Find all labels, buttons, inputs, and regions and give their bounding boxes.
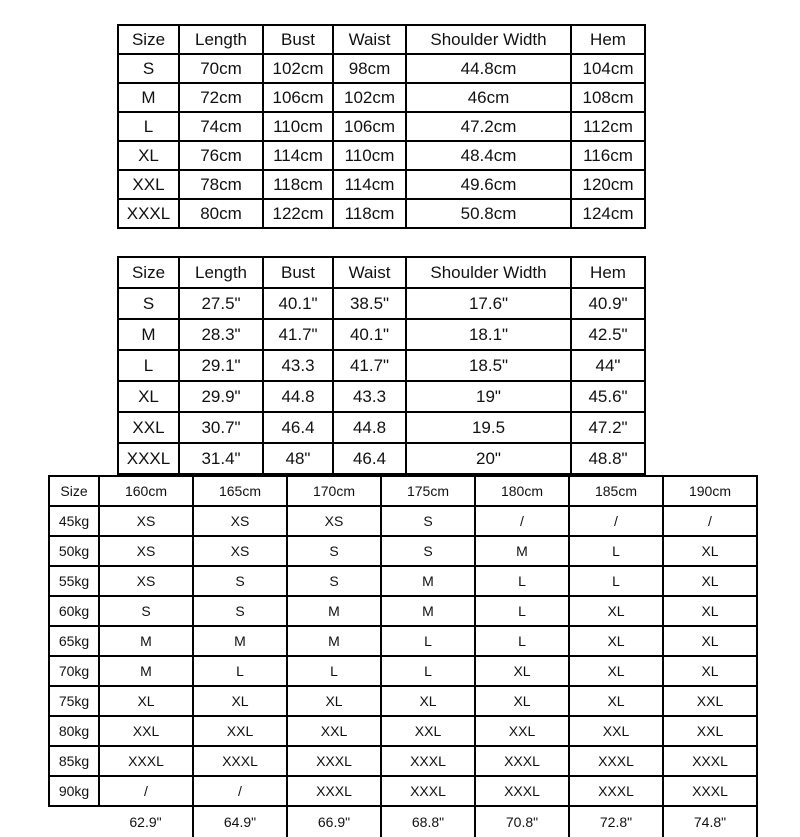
- table-cell: XL: [287, 686, 381, 716]
- header-cell: 185cm: [569, 476, 663, 506]
- footer-cell: 62.9": [99, 806, 193, 837]
- table-cell: XXL: [663, 716, 757, 746]
- table-cell: XXL: [118, 170, 179, 199]
- table-cell: XXXL: [475, 746, 569, 776]
- table-cell: L: [475, 596, 569, 626]
- table-cell: L: [381, 656, 475, 686]
- table-cell: 120cm: [571, 170, 645, 199]
- table-cell: XXXL: [569, 746, 663, 776]
- size-chart-cm-table: [117, 24, 646, 229]
- table-cell: S: [193, 566, 287, 596]
- header-cell: Size: [49, 476, 99, 506]
- table-cell: M: [99, 626, 193, 656]
- table-cell: XL: [663, 596, 757, 626]
- table-row: [49, 596, 757, 626]
- table-cell: L: [118, 350, 179, 381]
- table-cell: XXL: [381, 716, 475, 746]
- table-cell: 106cm: [333, 112, 406, 141]
- table-cell: 90kg: [49, 776, 99, 806]
- table-cell: XS: [193, 506, 287, 536]
- table-cell: 40.1": [333, 319, 406, 350]
- table-cell: 27.5": [179, 288, 263, 319]
- table-cell: XXXL: [99, 746, 193, 776]
- table-cell: L: [193, 656, 287, 686]
- table-cell: 29.1": [179, 350, 263, 381]
- header-cell: 180cm: [475, 476, 569, 506]
- table-cell: 45.6": [571, 381, 645, 412]
- table-cell: 44.8: [263, 381, 333, 412]
- table-cell: XXXL: [118, 443, 179, 474]
- table-cell: S: [118, 54, 179, 83]
- table-cell: XS: [99, 566, 193, 596]
- footer-empty-cell: [49, 806, 99, 837]
- table-cell: M: [287, 596, 381, 626]
- table-cell: XXL: [193, 716, 287, 746]
- table-cell: XXXL: [118, 199, 179, 228]
- table-cell: XXXL: [475, 776, 569, 806]
- table-cell: 74cm: [179, 112, 263, 141]
- table-cell: 44": [571, 350, 645, 381]
- table-cell: M: [381, 566, 475, 596]
- table-cell: 28.3": [179, 319, 263, 350]
- table-cell: 70kg: [49, 656, 99, 686]
- table-cell: 75kg: [49, 686, 99, 716]
- header-cell: Shoulder Width: [406, 25, 571, 54]
- table-cell: 18.5": [406, 350, 571, 381]
- table-cell: M: [193, 626, 287, 656]
- table-cell: S: [287, 536, 381, 566]
- table-row: [49, 536, 757, 566]
- table-cell: 65kg: [49, 626, 99, 656]
- header-cell: Size: [118, 25, 179, 54]
- table-cell: 38.5": [333, 288, 406, 319]
- table-row: [49, 746, 757, 776]
- header-cell: 190cm: [663, 476, 757, 506]
- table-cell: XL: [99, 686, 193, 716]
- table-cell: 118cm: [333, 199, 406, 228]
- header-cell: Bust: [263, 25, 333, 54]
- header-cell: Size: [118, 257, 179, 288]
- table-row: [118, 288, 645, 319]
- header-cell: 170cm: [287, 476, 381, 506]
- table-cell: L: [287, 656, 381, 686]
- table-header-row: [118, 25, 645, 54]
- table-cell: M: [475, 536, 569, 566]
- table-cell: M: [99, 656, 193, 686]
- table-cell: 48.4cm: [406, 141, 571, 170]
- table-cell: 118cm: [263, 170, 333, 199]
- table-cell: 19": [406, 381, 571, 412]
- header-cell: Shoulder Width: [406, 257, 571, 288]
- table-cell: 122cm: [263, 199, 333, 228]
- table-cell: 44.8cm: [406, 54, 571, 83]
- table-cell: XL: [663, 626, 757, 656]
- table-row: [49, 506, 757, 536]
- table-cell: XL: [663, 536, 757, 566]
- table-cell: 116cm: [571, 141, 645, 170]
- header-cell: Hem: [571, 257, 645, 288]
- table-cell: 80kg: [49, 716, 99, 746]
- table-row: [49, 626, 757, 656]
- table-cell: 78cm: [179, 170, 263, 199]
- table-row: [49, 656, 757, 686]
- table-cell: XXXL: [287, 746, 381, 776]
- header-cell: Waist: [333, 25, 406, 54]
- table-cell: L: [475, 626, 569, 656]
- table-cell: /: [475, 506, 569, 536]
- table-cell: XL: [663, 656, 757, 686]
- table-cell: XXXL: [663, 746, 757, 776]
- table-cell: 124cm: [571, 199, 645, 228]
- table-cell: XL: [663, 566, 757, 596]
- table-row: [118, 319, 645, 350]
- table-cell: XL: [569, 626, 663, 656]
- header-cell: Bust: [263, 257, 333, 288]
- table-cell: 43.3: [263, 350, 333, 381]
- height-inch-footer-row: [49, 806, 757, 837]
- table-cell: XL: [569, 686, 663, 716]
- footer-cell: 66.9": [287, 806, 381, 837]
- table-cell: S: [118, 288, 179, 319]
- table-cell: 50kg: [49, 536, 99, 566]
- table-cell: 98cm: [333, 54, 406, 83]
- table-cell: XL: [569, 596, 663, 626]
- height-weight-fit-table: [48, 475, 758, 837]
- table-cell: 114cm: [263, 141, 333, 170]
- table-cell: 30.7": [179, 412, 263, 443]
- table-row: [118, 141, 645, 170]
- table-cell: XXXL: [287, 776, 381, 806]
- table-cell: L: [569, 566, 663, 596]
- table-cell: XXL: [118, 412, 179, 443]
- table-cell: XS: [99, 506, 193, 536]
- table-cell: 46cm: [406, 83, 571, 112]
- table-cell: 60kg: [49, 596, 99, 626]
- footer-cell: 70.8": [475, 806, 569, 837]
- table-row: [118, 112, 645, 141]
- table-cell: 49.6cm: [406, 170, 571, 199]
- table-row: [49, 566, 757, 596]
- table-cell: 42.5": [571, 319, 645, 350]
- table-cell: XL: [475, 656, 569, 686]
- table-cell: XXXL: [193, 746, 287, 776]
- table-row: [118, 54, 645, 83]
- table-cell: 72cm: [179, 83, 263, 112]
- table-cell: M: [381, 596, 475, 626]
- table-cell: 112cm: [571, 112, 645, 141]
- table-cell: XXL: [475, 716, 569, 746]
- table-cell: 110cm: [263, 112, 333, 141]
- table-header-row: [118, 257, 645, 288]
- table-cell: /: [193, 776, 287, 806]
- table-cell: 44.8: [333, 412, 406, 443]
- header-cell: 175cm: [381, 476, 475, 506]
- table-cell: S: [287, 566, 381, 596]
- table-cell: 31.4": [179, 443, 263, 474]
- header-cell: Length: [179, 25, 263, 54]
- table-cell: XXL: [287, 716, 381, 746]
- table-cell: 40.1": [263, 288, 333, 319]
- footer-cell: 68.8": [381, 806, 475, 837]
- table-cell: XXXL: [663, 776, 757, 806]
- table-cell: L: [475, 566, 569, 596]
- table-cell: /: [569, 506, 663, 536]
- table-cell: 104cm: [571, 54, 645, 83]
- table-cell: XS: [287, 506, 381, 536]
- table-cell: 43.3: [333, 381, 406, 412]
- header-cell: Waist: [333, 257, 406, 288]
- table-row: [49, 686, 757, 716]
- table-cell: 46.4: [263, 412, 333, 443]
- header-cell: 160cm: [99, 476, 193, 506]
- table-cell: 50.8cm: [406, 199, 571, 228]
- table-cell: 102cm: [263, 54, 333, 83]
- table-cell: M: [118, 83, 179, 112]
- table-cell: 47.2": [571, 412, 645, 443]
- table-cell: XL: [118, 381, 179, 412]
- table-cell: M: [118, 319, 179, 350]
- table-cell: /: [99, 776, 193, 806]
- table-cell: 76cm: [179, 141, 263, 170]
- table-cell: 48": [263, 443, 333, 474]
- table-cell: 40.9": [571, 288, 645, 319]
- table-cell: 48.8": [571, 443, 645, 474]
- table-cell: XS: [193, 536, 287, 566]
- table-row: [49, 716, 757, 746]
- table-cell: L: [381, 626, 475, 656]
- table-row: [118, 199, 645, 228]
- table-cell: XXXL: [381, 746, 475, 776]
- footer-cell: 64.9": [193, 806, 287, 837]
- table-cell: 108cm: [571, 83, 645, 112]
- table-cell: S: [381, 506, 475, 536]
- table-cell: 41.7": [263, 319, 333, 350]
- table-cell: L: [569, 536, 663, 566]
- table-row: [118, 381, 645, 412]
- table-header-row: [49, 476, 757, 506]
- table-cell: 20": [406, 443, 571, 474]
- table-cell: XXXL: [381, 776, 475, 806]
- table-cell: S: [381, 536, 475, 566]
- table-row: [118, 170, 645, 199]
- table-cell: 45kg: [49, 506, 99, 536]
- table-cell: 17.6": [406, 288, 571, 319]
- table-cell: XL: [569, 656, 663, 686]
- table-cell: XXXL: [569, 776, 663, 806]
- table-cell: 19.5: [406, 412, 571, 443]
- table-cell: S: [99, 596, 193, 626]
- table-cell: 55kg: [49, 566, 99, 596]
- table-row: [49, 776, 757, 806]
- table-cell: 41.7": [333, 350, 406, 381]
- table-cell: 70cm: [179, 54, 263, 83]
- table-row: [118, 83, 645, 112]
- table-cell: /: [663, 506, 757, 536]
- table-cell: XL: [381, 686, 475, 716]
- table-row: [118, 443, 645, 474]
- table-cell: 102cm: [333, 83, 406, 112]
- footer-cell: 74.8": [663, 806, 757, 837]
- table-cell: M: [287, 626, 381, 656]
- table-cell: 18.1": [406, 319, 571, 350]
- table-cell: XL: [475, 686, 569, 716]
- footer-cell: 72.8": [569, 806, 663, 837]
- table-cell: 80cm: [179, 199, 263, 228]
- table-cell: S: [193, 596, 287, 626]
- table-cell: XL: [118, 141, 179, 170]
- table-cell: XS: [99, 536, 193, 566]
- table-cell: 110cm: [333, 141, 406, 170]
- table-cell: 29.9": [179, 381, 263, 412]
- header-cell: 165cm: [193, 476, 287, 506]
- header-cell: Length: [179, 257, 263, 288]
- table-cell: 46.4: [333, 443, 406, 474]
- table-cell: 106cm: [263, 83, 333, 112]
- table-cell: XL: [193, 686, 287, 716]
- table-row: [118, 412, 645, 443]
- table-cell: L: [118, 112, 179, 141]
- size-chart-inch-table: [117, 256, 646, 475]
- table-cell: 85kg: [49, 746, 99, 776]
- table-row: [118, 350, 645, 381]
- table-cell: XXL: [569, 716, 663, 746]
- table-cell: XXL: [663, 686, 757, 716]
- header-cell: Hem: [571, 25, 645, 54]
- table-cell: XXL: [99, 716, 193, 746]
- table-cell: 47.2cm: [406, 112, 571, 141]
- table-cell: 114cm: [333, 170, 406, 199]
